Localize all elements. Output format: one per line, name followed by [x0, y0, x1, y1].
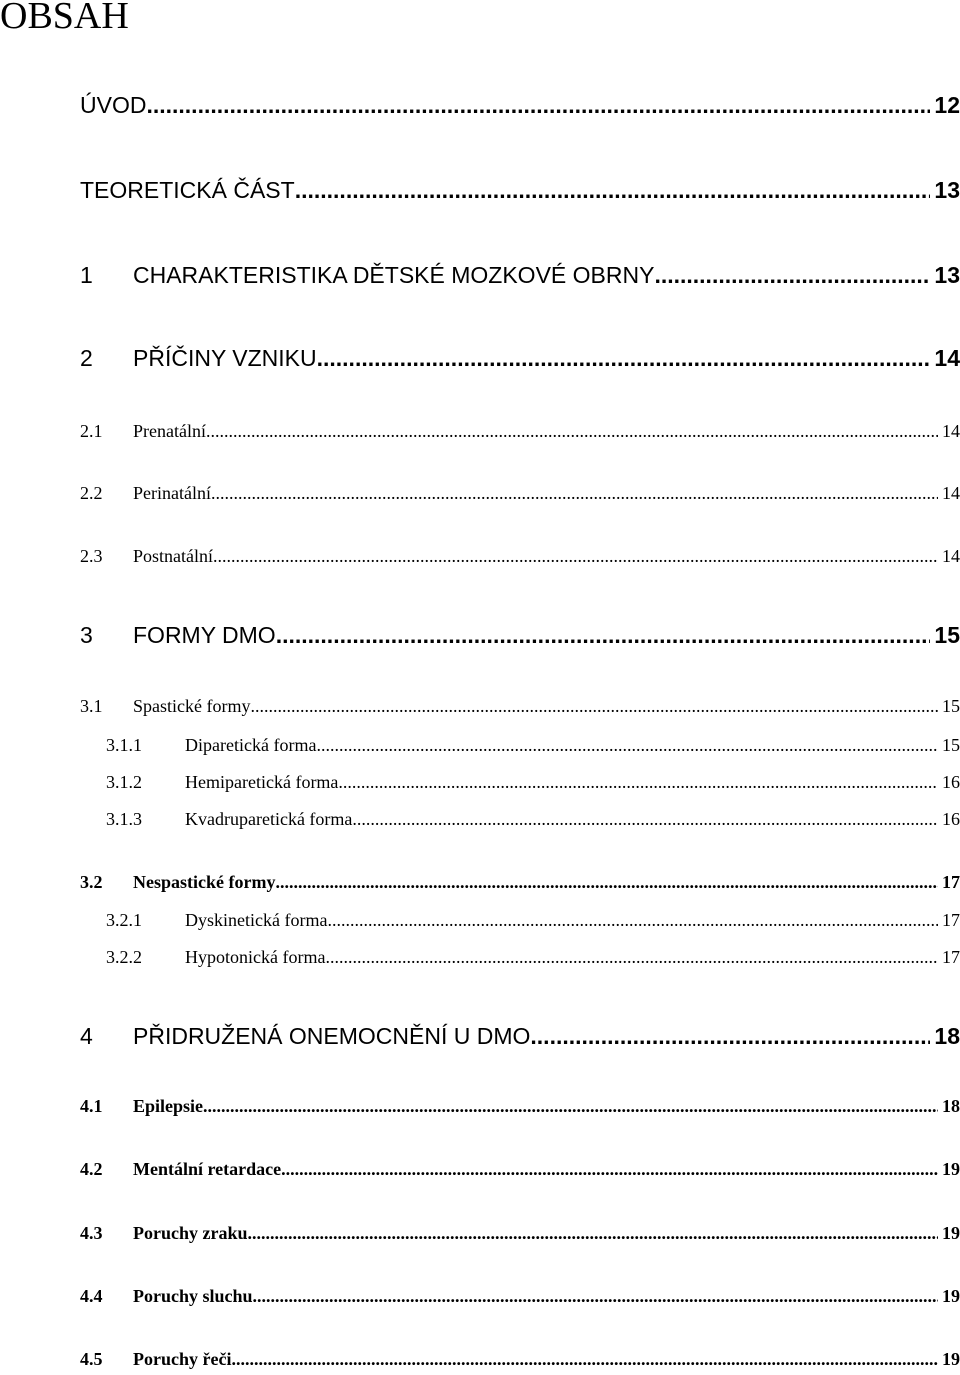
toc-page-number: 18 — [942, 1096, 960, 1116]
toc-label: Mentální retardace — [133, 1159, 282, 1179]
toc-page-number: 16 — [942, 772, 960, 792]
toc-label: Hemiparetická forma — [185, 772, 339, 792]
toc-label: PŘIDRUŽENÁ ONEMOCNĚNÍ U DMO — [133, 1023, 531, 1049]
toc-entry-subsection-3-2-2[interactable] — [106, 947, 960, 968]
toc-number: 1 — [80, 262, 93, 288]
toc-entry-subsection-3-1-1[interactable] — [106, 735, 960, 756]
toc-number: 4.5 — [80, 1349, 103, 1369]
toc-number: 3.2.2 — [106, 947, 142, 967]
toc-leader — [654, 262, 930, 289]
toc-leader — [281, 1159, 938, 1180]
toc-entry-section-4-1[interactable] — [80, 1096, 960, 1117]
toc-page-number: 19 — [942, 1286, 960, 1306]
toc-leader — [338, 772, 938, 793]
toc-page-number: 12 — [934, 92, 960, 118]
toc-label: PŘÍČINY VZNIKU — [133, 345, 317, 371]
toc-label: Kvadruparetická forma — [185, 809, 353, 829]
toc-entry-section-4-3[interactable] — [80, 1223, 960, 1244]
toc-page-number: 14 — [942, 421, 960, 441]
toc-label: Dyskinetická forma — [185, 910, 328, 930]
toc-number: 2 — [80, 345, 93, 371]
toc-entry-section-3-1[interactable] — [80, 696, 960, 717]
toc-entry-uvod[interactable] — [80, 92, 960, 119]
toc-page-number: 19 — [942, 1159, 960, 1179]
toc-leader — [316, 735, 938, 756]
toc-entry-section-3-2[interactable] — [80, 872, 960, 893]
toc-page-number: 19 — [942, 1223, 960, 1243]
toc-leader — [203, 1096, 938, 1117]
toc-page-number: 15 — [942, 696, 960, 716]
toc-label: Poruchy řeči — [133, 1349, 232, 1369]
toc-entry-chapter-2[interactable] — [80, 345, 960, 372]
toc-page-number: 14 — [934, 345, 960, 371]
toc-label: Perinatální — [133, 483, 211, 503]
toc-page-number: 18 — [934, 1023, 960, 1049]
toc-page-number: 17 — [942, 947, 960, 967]
toc-number: 3.1.2 — [106, 772, 142, 792]
toc-page-number: 13 — [934, 177, 960, 203]
toc-leader — [248, 1223, 939, 1244]
toc-leader — [250, 696, 938, 717]
toc-page-number: 19 — [942, 1349, 960, 1369]
toc-number: 2.3 — [80, 546, 103, 566]
toc-entry-chapter-4[interactable] — [80, 1023, 960, 1050]
toc-leader — [211, 483, 938, 504]
toc-entry-section-4-5[interactable] — [80, 1349, 960, 1370]
toc-leader — [276, 622, 931, 649]
toc-entry-section-2-1[interactable] — [80, 421, 960, 442]
page-title: OBSAH — [0, 0, 129, 37]
toc-number: 4 — [80, 1023, 93, 1049]
toc-number: 4.1 — [80, 1096, 103, 1116]
toc-label: Poruchy zraku — [133, 1223, 248, 1243]
toc-entry-subsection-3-1-3[interactable] — [106, 809, 960, 830]
toc-number: 3.1.3 — [106, 809, 142, 829]
toc-leader — [231, 1349, 938, 1370]
toc-label: CHARAKTERISTIKA DĚTSKÉ MOZKOVÉ OBRNY — [133, 262, 655, 288]
toc-number: 4.2 — [80, 1159, 103, 1179]
toc-leader — [295, 177, 931, 204]
toc-entry-subsection-3-1-2[interactable] — [106, 772, 960, 793]
toc-leader — [206, 421, 938, 442]
toc-label: Prenatální — [133, 421, 206, 441]
toc-label: Poruchy sluchu — [133, 1286, 253, 1306]
toc-page-number: 15 — [942, 735, 960, 755]
toc-page-number: 17 — [942, 910, 960, 930]
toc-number: 3 — [80, 622, 93, 648]
toc-page-number: 14 — [942, 483, 960, 503]
toc-label: Nespastické formy — [133, 872, 276, 892]
toc-leader — [253, 1286, 938, 1307]
toc-page-number: 13 — [934, 262, 960, 288]
toc-label: ÚVOD — [80, 92, 147, 118]
toc-entry-section-2-3[interactable] — [80, 546, 960, 567]
toc-number: 3.2.1 — [106, 910, 142, 930]
toc-number: 2.2 — [80, 483, 103, 503]
toc-entry-section-4-2[interactable] — [80, 1159, 960, 1180]
toc-label: Hypotonická forma — [185, 947, 326, 967]
toc-number: 2.1 — [80, 421, 103, 441]
toc-number: 3.1.1 — [106, 735, 142, 755]
toc-leader — [352, 809, 938, 830]
toc-entry-chapter-3[interactable] — [80, 622, 960, 649]
toc-leader — [325, 947, 938, 968]
toc-entry-chapter-1[interactable] — [80, 262, 960, 289]
toc-page-number: 17 — [942, 872, 960, 892]
toc-label: TEORETICKÁ ČÁST — [80, 177, 295, 203]
toc-entry-section-2-2[interactable] — [80, 483, 960, 504]
toc-page-number: 15 — [934, 622, 960, 648]
toc-number: 4.3 — [80, 1223, 103, 1243]
toc-leader — [317, 345, 931, 372]
toc-label: Spastické formy — [133, 696, 251, 716]
toc-label: FORMY DMO — [133, 622, 276, 648]
toc-page-number: 16 — [942, 809, 960, 829]
toc-number: 3.2 — [80, 872, 103, 892]
toc-page-number: 14 — [942, 546, 960, 566]
toc-label: Diparetická forma — [185, 735, 317, 755]
toc-label: Postnatální — [133, 546, 213, 566]
toc-leader — [146, 92, 930, 119]
toc-entry-subsection-3-2-1[interactable] — [106, 910, 960, 931]
toc-number: 4.4 — [80, 1286, 103, 1306]
toc-leader — [530, 1023, 930, 1050]
toc-entry-teoreticka-cast[interactable] — [80, 177, 960, 204]
toc-label: Epilepsie — [133, 1096, 204, 1116]
toc-entry-section-4-4[interactable] — [80, 1286, 960, 1307]
toc-leader — [213, 546, 938, 567]
toc-leader — [327, 910, 938, 931]
toc-number: 3.1 — [80, 696, 103, 716]
toc-leader — [275, 872, 938, 893]
